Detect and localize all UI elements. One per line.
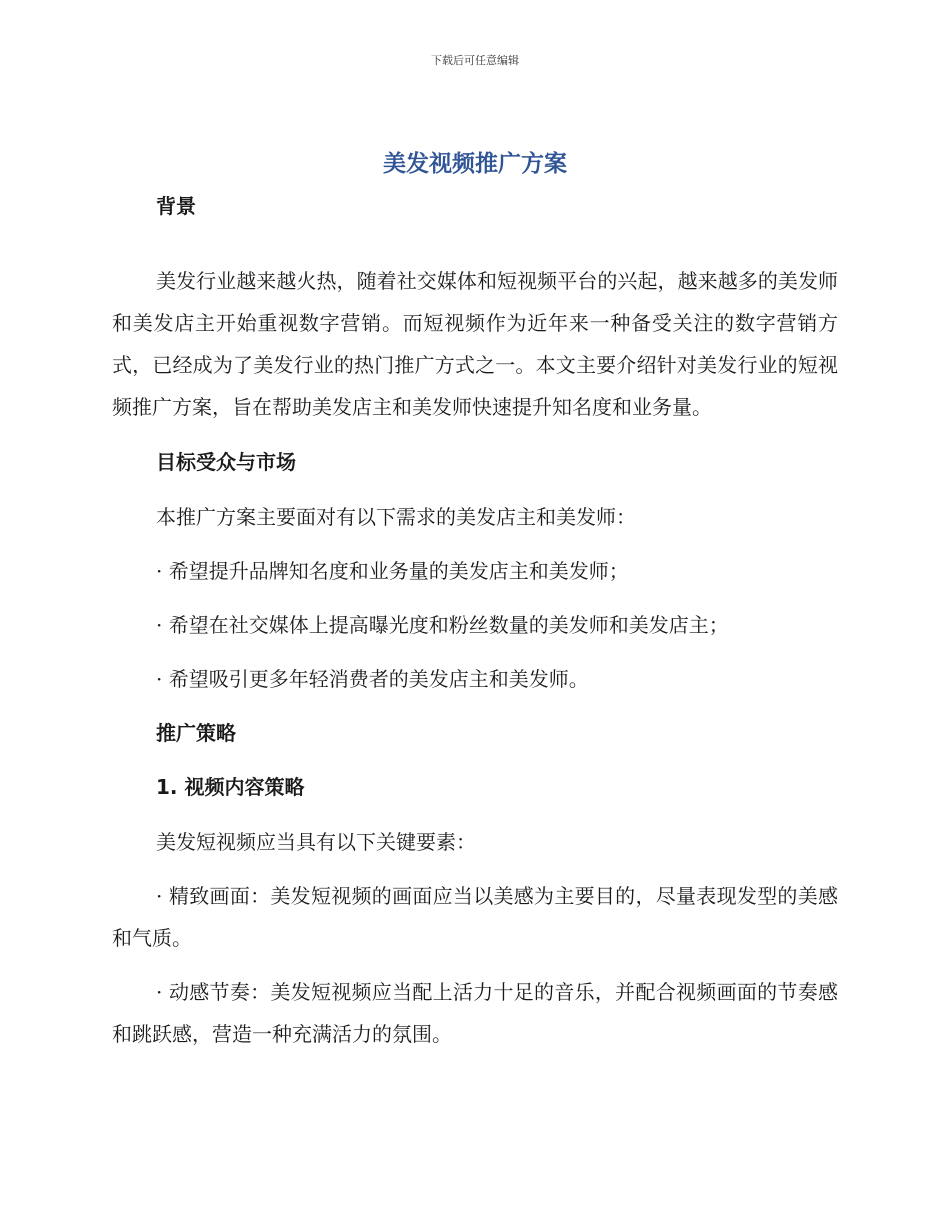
page-header-note: 下载后可任意编辑	[431, 54, 519, 67]
section-heading-strategy: 推广策略	[156, 721, 236, 745]
section-heading-background: 背景	[156, 194, 196, 218]
list-item-audience-3: · 希望吸引更多年轻消费者的美发店主和美发师。	[156, 667, 589, 691]
list-item-audience-1: · 希望提升品牌知名度和业务量的美发店主和美发师；	[156, 559, 629, 583]
subsection-heading-content-strategy: 1. 视频内容策略	[156, 775, 305, 799]
list-item-element-2: · 动感节奏：美发短视频应当配上活力十足的音乐，并配合视频画面的节奏感和跳跃感，营造一种充满活力的氛围。	[112, 980, 838, 1046]
list-item-audience-2: · 希望在社交媒体上提高曝光度和粉丝数量的美发师和美发店主；	[156, 613, 729, 637]
list-item-element-1: · 精致画面：美发短视频的画面应当以美感为主要目的，尽量表现发型的美感和气质。	[112, 884, 838, 950]
document-title: 美发视频推广方案	[383, 151, 567, 177]
section-heading-audience: 目标受众与市场	[156, 450, 296, 474]
paragraph-background: 美发行业越来越火热，随着社交媒体和短视频平台的兴起，越来越多的美发师和美发店主开始重视数字营销。而短视频作为近年来一种备受关注的数字营销方式，已经成为了美发行业的热门推广方式之一。本文主要介绍针对美发行业的短视频推广方案，旨在帮助美发店主和美发师快速提升知名度和业务量。	[112, 269, 838, 419]
paragraph-content-intro: 美发短视频应当具有以下关键要素：	[156, 830, 476, 854]
paragraph-audience-intro: 本推广方案主要面对有以下需求的美发店主和美发师：	[156, 505, 636, 529]
document-body	[112, 186, 838, 1055]
